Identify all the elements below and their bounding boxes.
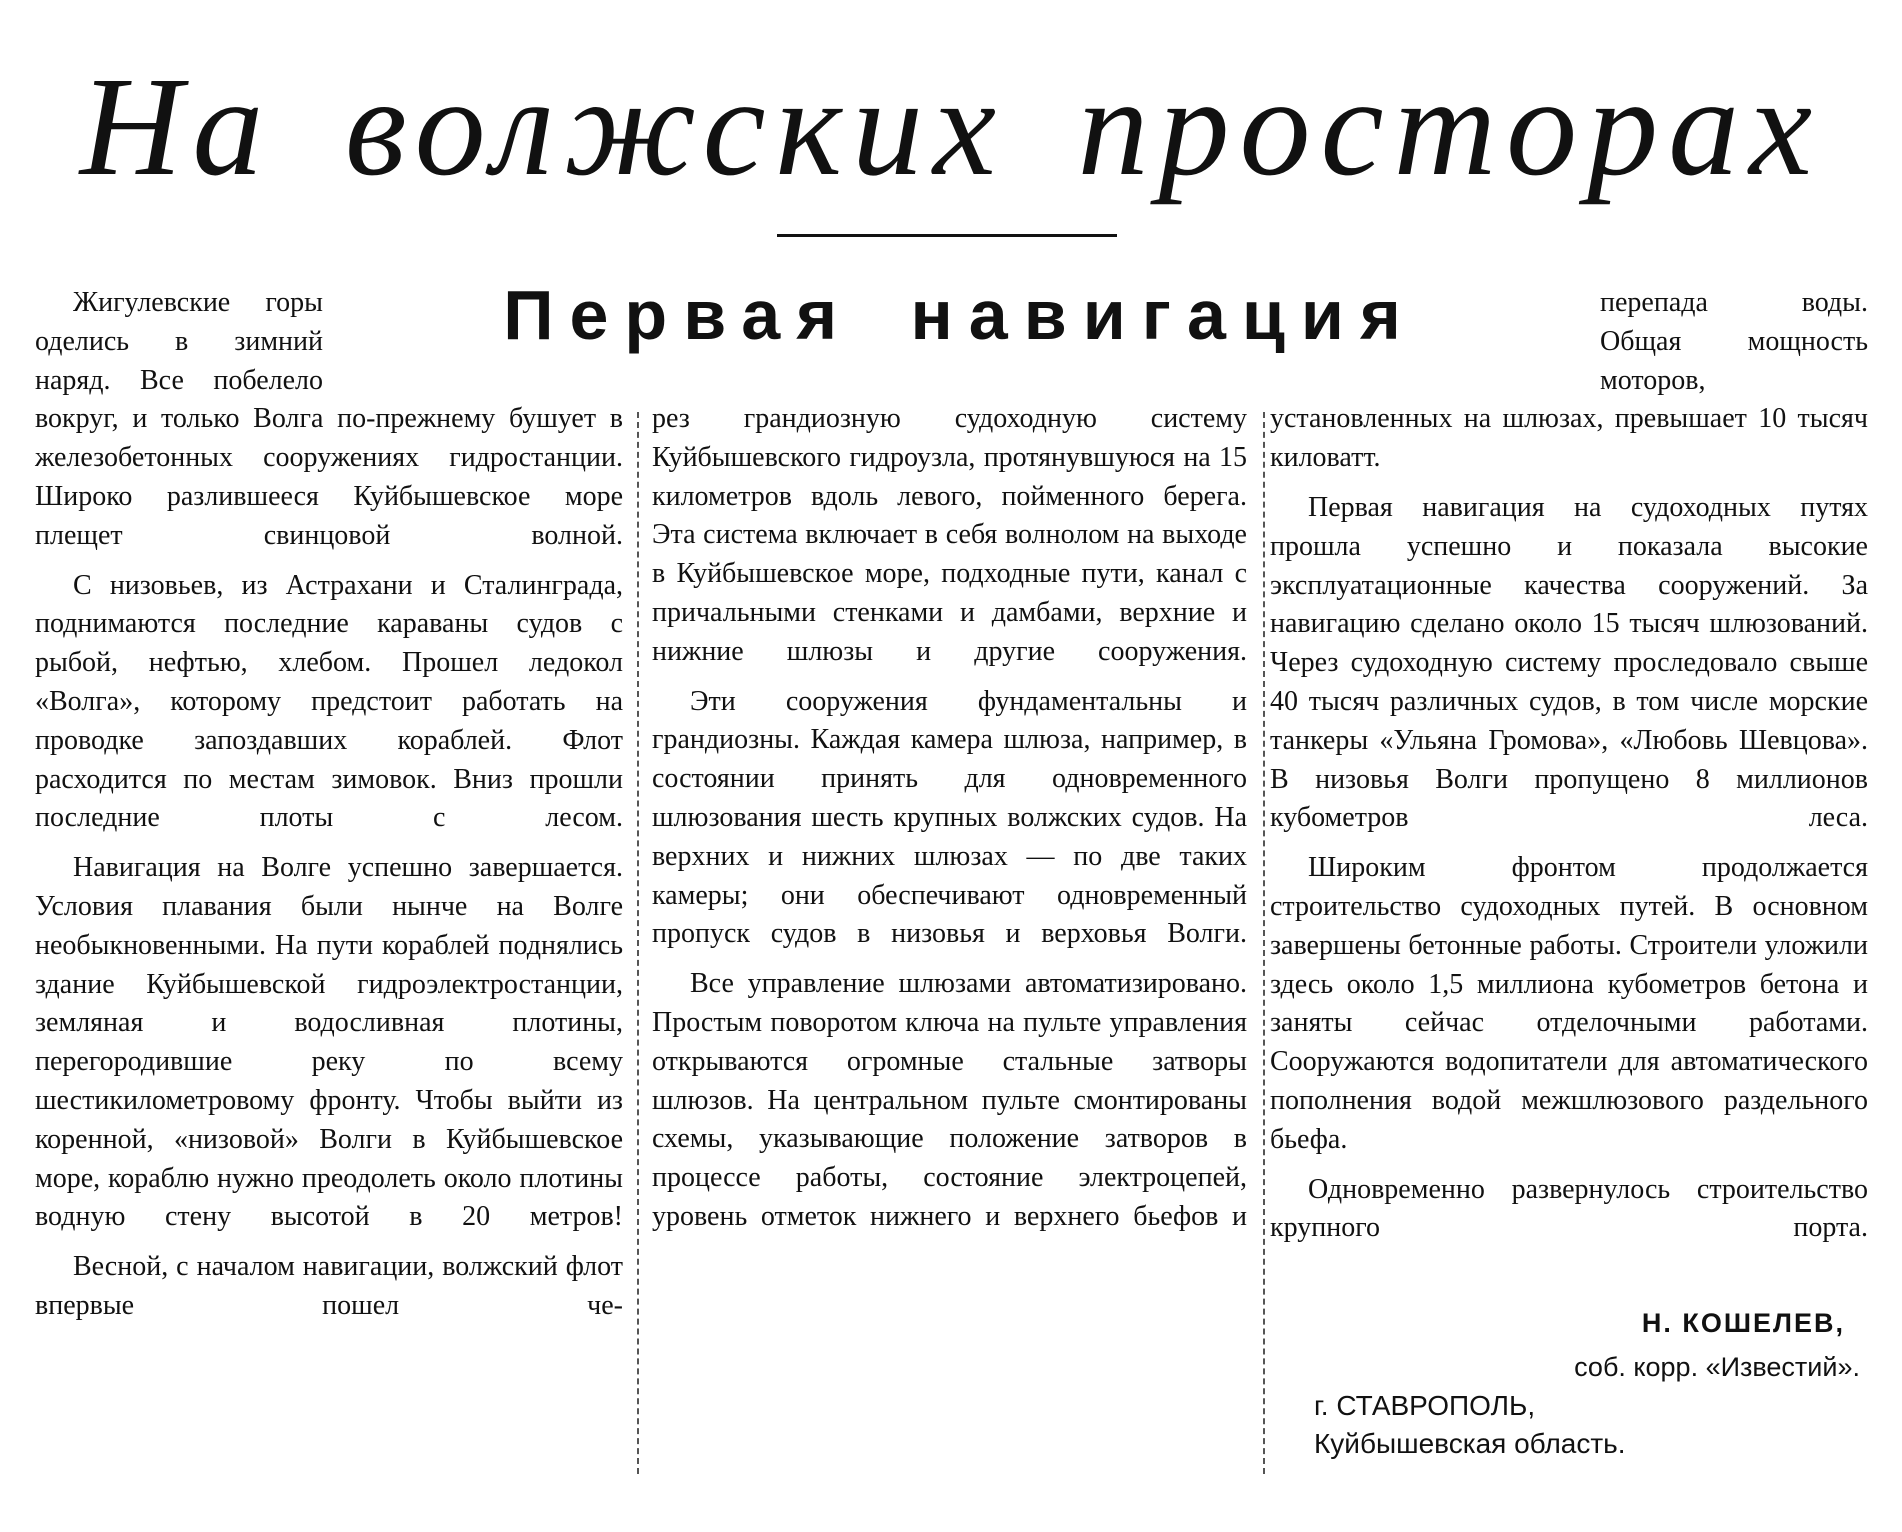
article-paragraph: Широким фронтом продолжается строительство судоходных путей. В основном завершены бетонные работы. Строители уложили здесь около 1,5 миллиона кубометров бетона и заняты сейчас отделочными работами. Сооружаются водопитатели для автоматического пополнения водой межшлюзового раздельного бьефа. (1270, 852, 1868, 1155)
article-column-2 (652, 400, 1247, 1237)
article-paragraph: Навигация на Волге успешно завершается. Условия плавания были нынче на Волге необыкновенными. На пути кораблей поднялись здание Куйбышевской гидроэлектростанции, земляная и водосливная плотины, перегородившие реку по всему шестикилометровому фронту. Чтобы выйти из коренной, «низовой» Волги в Куйбышевское море, кораблю нужно преодолеть около плотины водную стену высотой в 20 метров! (35, 852, 623, 1233)
author-name: Н. КОШЕЛЕВ, (1641, 1308, 1845, 1338)
headline: На волжских просторах (79, 47, 1823, 205)
dateline-region: Куйбышевская область. (1314, 1428, 1626, 1459)
article-paragraph: Первая навигация на судоходных путях прошла успешно и показала высокие эксплуатационные качества сооружений. За навигацию сделано около 15 тысяч шлюзований. Через судоходную систему проследовало свыше 40 тысяч различных судов, в том числе морские танкеры «Ульяна Громова», «Любовь Шевцова». В низовья Волги пропущено 8 миллионов кубометров леса. (1270, 491, 1868, 834)
article-paragraph: Все управление шлюзами автоматизировано. Простым поворотом ключа на пульте управления открываются огромные стальные затворы шлюзов. На центральном пульте смонтированы схемы, указывающие положение затворов в процессе работы, состояние электроцепей, уровень отметок нижнего и верхнего бьефов и (652, 968, 1247, 1232)
author-role: соб. корр. «Известий». (1574, 1352, 1860, 1382)
article-paragraph: Весной, с началом навигации, волжский флот впервые пошел че- (35, 1251, 623, 1321)
article-paragraph: Эти сооружения фундаментальны и грандиозны. Каждая камера шлюза, например, в состоянии принять для одновременного шлюзования шесть крупных волжских судов. На верхних и нижних шлюзах — по две таких камеры; они обеспечивают одновременный пропуск судов в низовья и верховья Волги. (652, 685, 1247, 950)
column-divider (637, 412, 639, 1474)
dateline-city: г. СТАВРОПОЛЬ, (1314, 1390, 1536, 1421)
article-column-3 (1270, 284, 1868, 1248)
article-paragraph: Одновременно развернулось строительство крупного порта. (1270, 1173, 1868, 1244)
column-divider (1263, 412, 1265, 1474)
article-paragraph: С низовьев, из Астрахани и Сталинграда, поднимаются последние караваны судов с рыбой, нефтью, хлебом. Прошел ледокол «Волга», которому предстоит работать на проводке запоздавших кораблей. Флот расходится по местам зимовок. Вниз прошли последние плоты с лесом. (35, 569, 623, 834)
article-paragraph: рез грандиозную судоходную систему Куйбышевского гидроузла, протянувшуюся на 15 километров вдоль левого, пойменного берега. Эта система включает в себя волнолом на выходе в Куйбышевское море, подходные пути, канал с причальными стенками и дамбами, верхние и нижние шлюзы и другие сооружения. (652, 403, 1247, 667)
subhead-wrap-space (1270, 284, 1600, 396)
signature-block (1300, 1308, 1860, 1458)
article-paragraph: Жигулевские горы оделись в зимний наряд. Все побелело вокруг, и только Волга по-прежнему бушует в железобетонных сооружениях гидростанции. Широко разлившееся Куйбышевское море плещет свинцовой волной. (35, 287, 623, 551)
article-column-1 (35, 284, 623, 1326)
headline-rule (777, 234, 1117, 237)
subheadline: Первая навигация (503, 276, 1417, 354)
article-paragraph: перепада воды. Общая мощность моторов, установленных на шлюзах, превышает 10 тысяч киловатт. (1270, 287, 1868, 474)
subhead-wrap-space (323, 284, 623, 396)
